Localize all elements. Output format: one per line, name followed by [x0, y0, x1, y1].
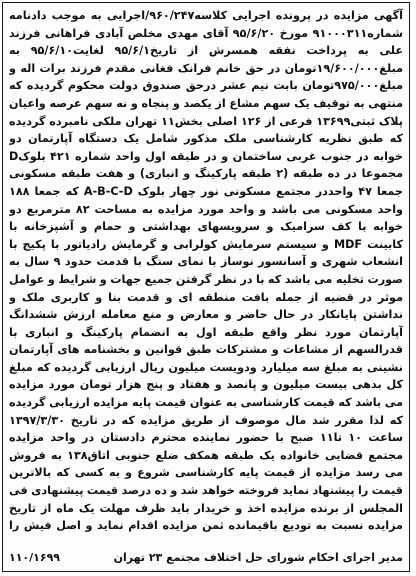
auction-notice-body: آگهی مزایده در پرونده اجرایی کلاسه۹۶۰/۲۴۷/اجرایی به موجب دادنامه شماره۹۱۰۰۰۳۱۱ مورخ ۹۵/۶/۲۰ آقای مهدی مخلص آبادی فراهانی فرزند علی به پرداخت نفقه همسرش از تاریخ۹۵/۶/۱ لغایت۹۵/۶/۱۰ به مبلغ۱۹/۶۰۰/۰۰۰تومان در حق خانم فرانک فغانی مقدم فرزند برات اله و مبلغ۹۷۵/۰۰۰تومان بابت نیم عشر درحق صندوق دولت محکوم گردیده که منتهی به توقیف یک سهم مشاع از یکصد و پنجاه و نه سهم عرصه واعیان پلاک ثبتی۱۳۶۹۹ فرعی از ۱۲۶ اصلی بخش۱۱ تهران ملکی نامبرده گردیده که طبق نظریه کارشناسی ملک مذکور شامل یک دستگاه آپارتمان دو خوابه در جنوب غربی ساختمان و در طبقه اول واحد شماره ۴۲۱ بلوکD مجموعا در ده طبقه (۲ طبقه پارکینگ و انباری) و هفت طبقه مسکونی جمعا ۴۷ واحددر مجتمع مسکونی نور چهار بلوک A-B-C-D که جمعا ۱۸۸ واحد مسکونی می باشد و واحد مورد مزایده به مساحت ۸۲ مترمربع دو خوابه با کف سرامیک و سرویسهای بهداشتی و حمام و آشپزخانه با کابینت MDF و سیستم سرمایش کولرابی و گرمایش رادیاتور با پکیج با انشعاب شهری و آسانسور نوساز با نمای سنگ با قدمت حدود ۹ سال به صورت تخلیه می باشد که با در نظر گرفتن جمیع جهات و شرایط و عوامل موثر در قضیه از جمله بافت منطقه ای و قدمت بنا و کاربری ملک و نداشتن پایانکار در حال حاضر و معارض و منع معامله ارزش ششدانگ آپارتمان مورد نظر واقع طبقه اول به انضمام پارکینگ و انباری با قدرالسهم از مشاعات و مشترکات طبق قوانین و بخشنامه های آپارتمان نشینی به مبلغ سه میلیارد ودویست میلیون ریال ارزیابی گردیده که مبلغ کل بدهی بیست میلیون و پانصد و هفتاد و پنج هزار تومان مورد مزایده می باشد که قیمت کارشناسی به عنوان قیمت پایه مزایده ارزیابی گردیده که لذا مقرر شد مال موصوف از طریق مزایده که در تاریخ ۱۳۹۷/۳/۳۰ ساعت ۱۰ تا۱۱ صبح با حضور نماینده محترم دادستان در واحد مزایده مجتمع قضایی خانواده یک طبقه همکف ضلع جنوبی اتاق۱۳۸ به فروش می رسد مزایده از قیمت پایه کارشناسی شروع و به کسی که بالاترین قیمت را پیشنهاد نماید فروخته خواهد شد و ده درصد قیمت پیشنهادی فی المجلس از برنده مزایده اخذ و خریدار باید ظرف مهلت یک ماه از تاریخ مزایده نسبت به تودیع باقیمانده ثمن مزایده اقدام نماید و اصل فیش را [9, 9, 403, 533]
issuer-signature: مدیر اجرای احکام شورای حل اختلاف مجتمع ۲۳ تهران [113, 551, 403, 564]
notice-reference-number: ۱۱۰/۱۶۹۹ [9, 551, 61, 564]
auction-notice-clipping [2, 2, 410, 572]
notice-footer [9, 548, 403, 568]
